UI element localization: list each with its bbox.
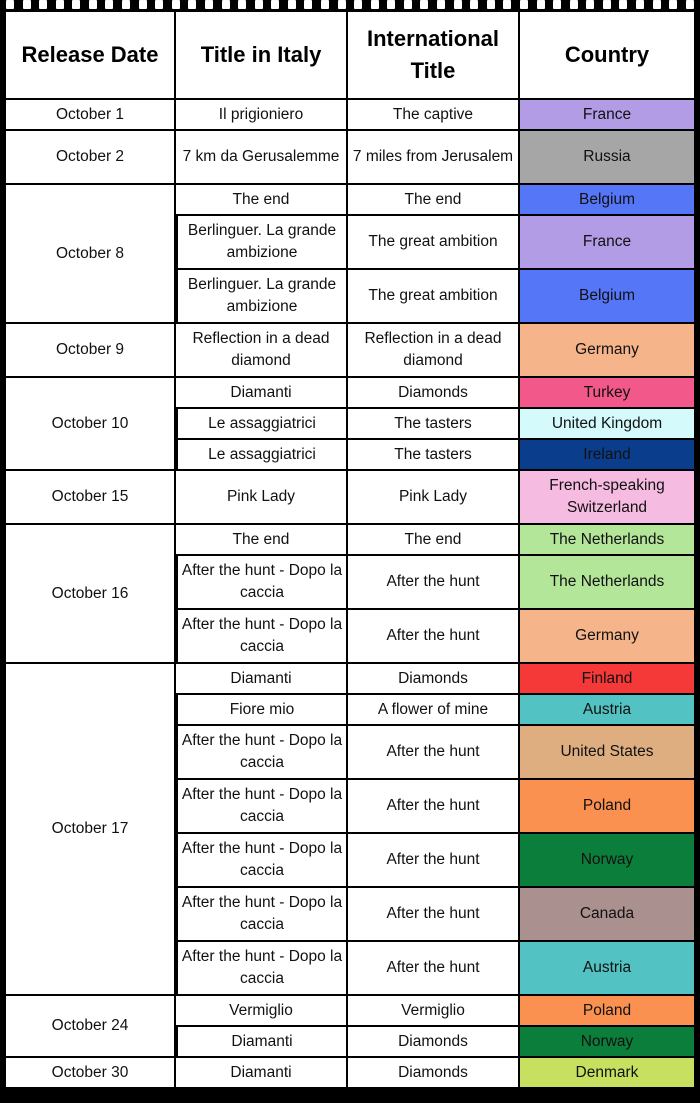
international-title-cell: After the hunt <box>348 834 520 888</box>
table-row <box>4 324 696 378</box>
country-cell: France <box>520 100 696 131</box>
film-perforation <box>172 0 180 9</box>
table-row <box>4 131 696 185</box>
title-italy-cell: Diamanti <box>176 1058 348 1089</box>
title-italy-cell: Diamanti <box>176 664 348 695</box>
film-perforation <box>188 0 196 9</box>
title-italy-cell: After the hunt - Dopo la caccia <box>176 834 348 888</box>
title-italy-cell: Le assaggiatrici <box>176 440 348 471</box>
international-title-cell: After the hunt <box>348 556 520 610</box>
title-italy-cell: After the hunt - Dopo la caccia <box>176 726 348 780</box>
country-cell: Belgium <box>520 185 696 216</box>
international-title-cell: Diamonds <box>348 378 520 409</box>
film-perforation <box>56 0 64 9</box>
country-cell: Poland <box>520 780 696 834</box>
country-cell: France <box>520 216 696 270</box>
international-title-cell: Vermiglio <box>348 996 520 1027</box>
country-cell: Belgium <box>520 270 696 324</box>
international-title-cell: After the hunt <box>348 610 520 664</box>
country-cell: Turkey <box>520 378 696 409</box>
country-cell: The Netherlands <box>520 525 696 556</box>
title-italy-cell: Diamanti <box>176 378 348 409</box>
table-row <box>4 471 696 525</box>
country-cell: Russia <box>520 131 696 185</box>
film-perforation <box>39 0 47 9</box>
film-perforation <box>437 0 445 9</box>
release-date-cell: October 2 <box>4 131 176 185</box>
film-perforation <box>155 0 163 9</box>
country-cell: Austria <box>520 942 696 996</box>
film-perforation <box>420 0 428 9</box>
international-title-cell: Reflection in a dead diamond <box>348 324 520 378</box>
international-title-cell: After the hunt <box>348 780 520 834</box>
title-italy-cell: Il prigioniero <box>176 100 348 131</box>
film-perforation <box>686 0 694 9</box>
release-date-cell: October 17 <box>4 664 176 996</box>
title-italy-cell: Berlinguer. La grande ambizione <box>176 270 348 324</box>
film-perforation <box>6 0 14 9</box>
header-release-date: Release Date <box>4 12 176 100</box>
release-date-cell: October 1 <box>4 100 176 131</box>
table-row <box>4 100 696 131</box>
country-cell: Finland <box>520 664 696 695</box>
table-row <box>4 185 696 216</box>
film-perforation <box>288 0 296 9</box>
film-perforation <box>89 0 97 9</box>
film-perforation <box>537 0 545 9</box>
title-italy-cell: The end <box>176 185 348 216</box>
international-title-cell: Diamonds <box>348 1058 520 1089</box>
film-perforation <box>520 0 528 9</box>
title-italy-cell: Reflection in a dead diamond <box>176 324 348 378</box>
film-perforation <box>23 0 31 9</box>
country-cell: Germany <box>520 324 696 378</box>
international-title-cell: Diamonds <box>348 1027 520 1058</box>
header-row <box>4 12 696 100</box>
film-perforation <box>255 0 263 9</box>
film-perforation <box>238 0 246 9</box>
international-title-cell: After the hunt <box>348 888 520 942</box>
title-italy-cell: Vermiglio <box>176 996 348 1027</box>
country-cell: Canada <box>520 888 696 942</box>
film-perforation <box>321 0 329 9</box>
international-title-cell: The great ambition <box>348 216 520 270</box>
title-italy-cell: The end <box>176 525 348 556</box>
title-italy-cell: 7 km da Gerusalemme <box>176 131 348 185</box>
film-perforation <box>503 0 511 9</box>
table-row <box>4 996 696 1027</box>
film-perforation <box>387 0 395 9</box>
release-date-cell: October 15 <box>4 471 176 525</box>
country-cell: United States <box>520 726 696 780</box>
title-italy-cell: Pink Lady <box>176 471 348 525</box>
title-italy-cell: After the hunt - Dopo la caccia <box>176 556 348 610</box>
film-perforation <box>636 0 644 9</box>
title-italy-cell: After the hunt - Dopo la caccia <box>176 888 348 942</box>
international-title-cell: After the hunt <box>348 726 520 780</box>
country-cell: Norway <box>520 1027 696 1058</box>
release-date-cell: October 9 <box>4 324 176 378</box>
film-perforation <box>553 0 561 9</box>
country-cell: Denmark <box>520 1058 696 1089</box>
country-cell: Poland <box>520 996 696 1027</box>
title-italy-cell: After the hunt - Dopo la caccia <box>176 610 348 664</box>
title-italy-cell: Berlinguer. La grande ambizione <box>176 216 348 270</box>
film-perforation <box>570 0 578 9</box>
title-italy-cell: After the hunt - Dopo la caccia <box>176 942 348 996</box>
international-title-cell: A flower of mine <box>348 695 520 726</box>
international-title-cell: The great ambition <box>348 270 520 324</box>
international-title-cell: After the hunt <box>348 942 520 996</box>
film-perforation <box>404 0 412 9</box>
release-date-cell: October 24 <box>4 996 176 1058</box>
country-cell: French-speaking Switzerland <box>520 471 696 525</box>
header-title-italy: Title in Italy <box>176 12 348 100</box>
film-perforation <box>122 0 130 9</box>
film-perforations <box>0 0 700 10</box>
international-title-cell: Pink Lady <box>348 471 520 525</box>
country-cell: United Kingdom <box>520 409 696 440</box>
release-date-cell: October 30 <box>4 1058 176 1089</box>
film-perforation <box>205 0 213 9</box>
international-title-cell: The end <box>348 525 520 556</box>
international-title-cell: The tasters <box>348 409 520 440</box>
header-country: Country <box>520 12 696 100</box>
film-perforation <box>72 0 80 9</box>
table-row <box>4 664 696 695</box>
header-international-title: International Title <box>348 12 520 100</box>
film-perforation <box>619 0 627 9</box>
film-perforation <box>586 0 594 9</box>
release-date-cell: October 10 <box>4 378 176 471</box>
film-perforation <box>653 0 661 9</box>
title-italy-cell: After the hunt - Dopo la caccia <box>176 780 348 834</box>
table-row <box>4 1058 696 1089</box>
international-title-cell: The captive <box>348 100 520 131</box>
country-cell: Germany <box>520 610 696 664</box>
international-title-cell: Diamonds <box>348 664 520 695</box>
country-cell: Austria <box>520 695 696 726</box>
film-perforation <box>470 0 478 9</box>
international-title-cell: The tasters <box>348 440 520 471</box>
country-cell: Ireland <box>520 440 696 471</box>
film-perforation <box>371 0 379 9</box>
film-perforation <box>105 0 113 9</box>
film-perforation <box>222 0 230 9</box>
film-perforation <box>139 0 147 9</box>
title-italy-cell: Diamanti <box>176 1027 348 1058</box>
table-row <box>4 378 696 409</box>
table-row <box>4 525 696 556</box>
title-italy-cell: Le assaggiatrici <box>176 409 348 440</box>
release-table <box>4 12 696 1089</box>
release-date-cell: October 8 <box>4 185 176 324</box>
film-perforation <box>603 0 611 9</box>
country-cell: Norway <box>520 834 696 888</box>
film-perforation <box>271 0 279 9</box>
release-date-cell: October 16 <box>4 525 176 664</box>
international-title-cell: 7 miles from Jerusalem <box>348 131 520 185</box>
international-title-cell: The end <box>348 185 520 216</box>
film-perforation <box>354 0 362 9</box>
film-perforation <box>454 0 462 9</box>
film-perforation <box>669 0 677 9</box>
film-perforation <box>487 0 495 9</box>
country-cell: The Netherlands <box>520 556 696 610</box>
title-italy-cell: Fiore mio <box>176 695 348 726</box>
film-perforation <box>338 0 346 9</box>
film-perforation <box>304 0 312 9</box>
